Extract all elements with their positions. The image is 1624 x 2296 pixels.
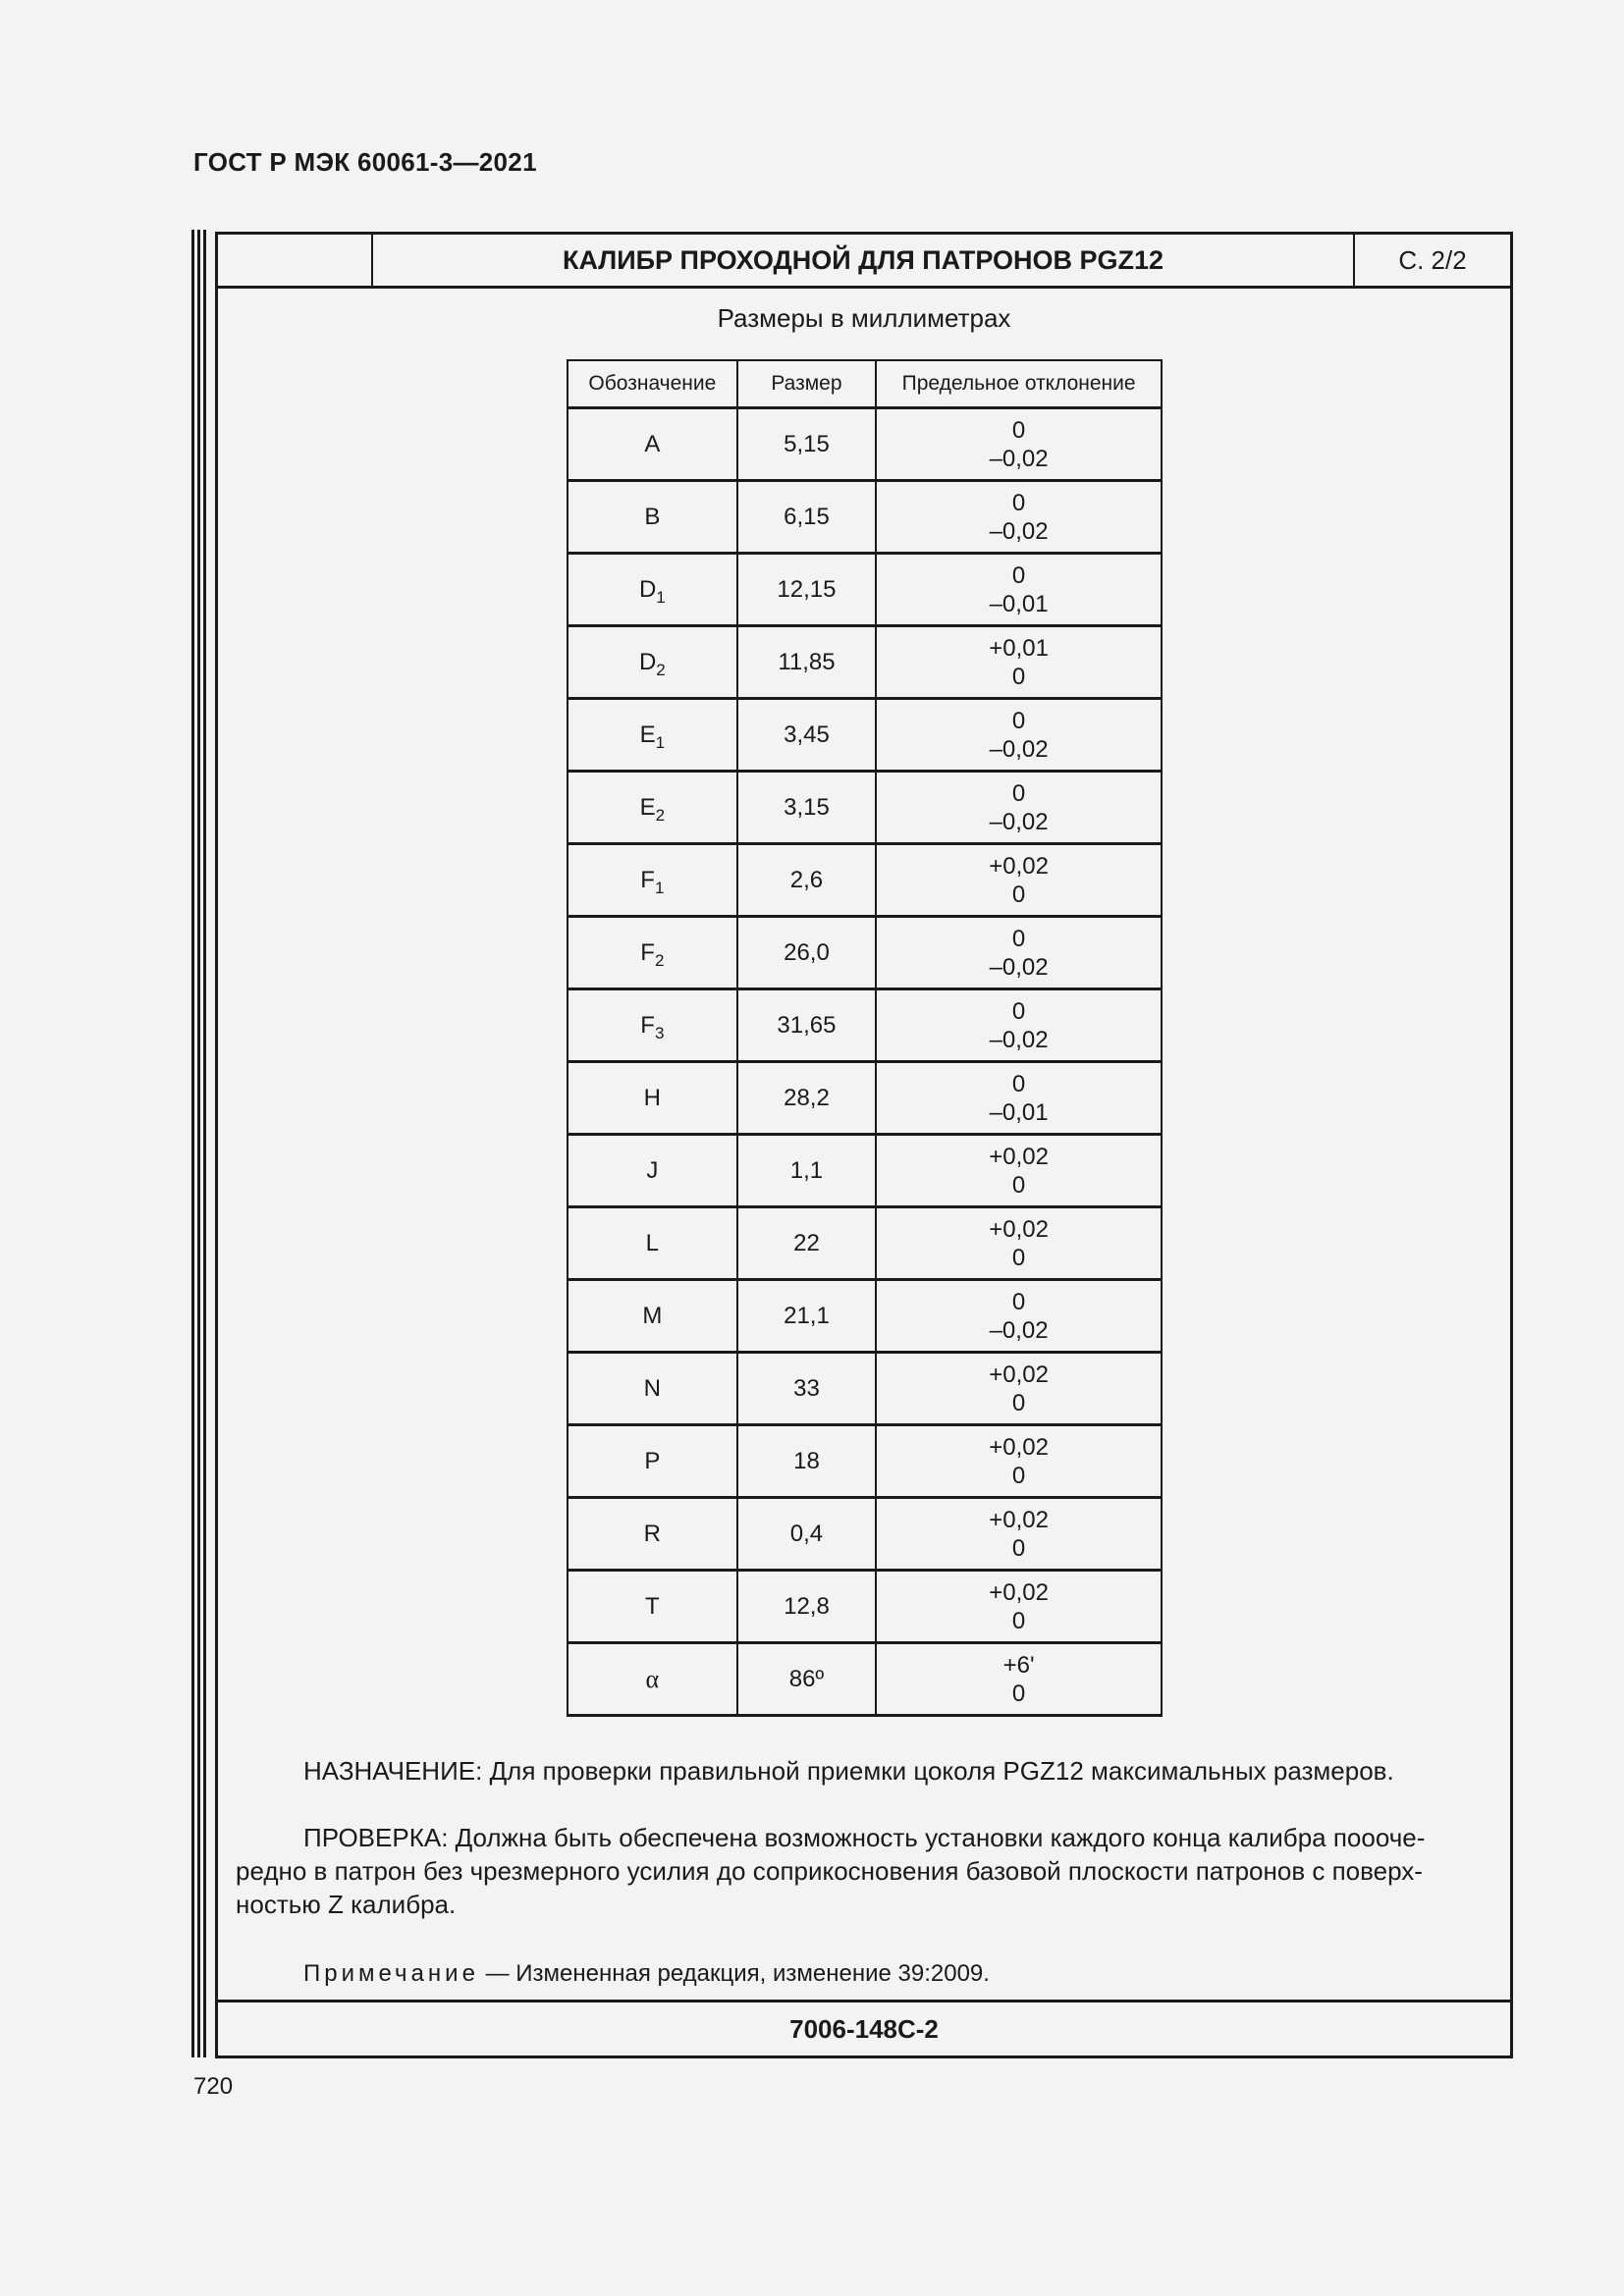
lower-deviation: 0 bbox=[1011, 1244, 1026, 1271]
title-blank-cell bbox=[218, 235, 373, 286]
size-cell: 6,15 bbox=[737, 481, 877, 554]
purpose-label: НАЗНАЧЕНИЕ: bbox=[303, 1756, 483, 1786]
tolerance-cell bbox=[876, 699, 1162, 772]
tolerance-cell bbox=[876, 1062, 1162, 1135]
lower-deviation: 0 bbox=[1011, 663, 1026, 690]
designation-symbol: α bbox=[645, 1664, 660, 1693]
designation-subscript: 1 bbox=[655, 733, 666, 752]
check-paragraph bbox=[236, 1821, 1502, 1921]
size-cell: 26,0 bbox=[737, 917, 877, 989]
designation-symbol: D bbox=[638, 649, 657, 675]
upper-deviation: 0 bbox=[1011, 561, 1026, 589]
lower-deviation: –0,02 bbox=[989, 735, 1049, 763]
designation-subscript: 1 bbox=[656, 588, 666, 607]
size-cell: 3,45 bbox=[737, 699, 877, 772]
tolerance-cell bbox=[876, 844, 1162, 917]
designation-symbol: E bbox=[639, 794, 656, 821]
note-text: — Измененная редакция, изменение 39:2009. bbox=[478, 1960, 990, 1987]
designation-cell bbox=[568, 844, 737, 917]
lower-deviation: 0 bbox=[1011, 1171, 1026, 1199]
tolerance-cell bbox=[876, 554, 1162, 626]
designation-cell bbox=[568, 1571, 737, 1643]
lower-deviation: –0,02 bbox=[989, 808, 1049, 835]
designation-symbol: H bbox=[643, 1085, 662, 1111]
lower-deviation: –0,02 bbox=[989, 517, 1049, 545]
dimensions-table bbox=[567, 359, 1163, 1717]
designation-cell bbox=[568, 554, 737, 626]
designation-symbol: M bbox=[642, 1303, 663, 1329]
margin-line-inner bbox=[203, 230, 206, 2057]
lower-deviation: 0 bbox=[1011, 1462, 1026, 1489]
designation-cell bbox=[568, 481, 737, 554]
designation-symbol: R bbox=[643, 1521, 662, 1547]
table-row bbox=[568, 1135, 1162, 1207]
tolerance-cell bbox=[876, 772, 1162, 844]
lower-deviation: 0 bbox=[1011, 1607, 1026, 1634]
designation-cell bbox=[568, 989, 737, 1062]
upper-deviation: +0,02 bbox=[989, 1578, 1049, 1606]
designation-symbol: P bbox=[644, 1448, 661, 1474]
table-row bbox=[568, 554, 1162, 626]
upper-deviation: 0 bbox=[1011, 416, 1026, 444]
upper-deviation: +0,02 bbox=[989, 1506, 1049, 1533]
lower-deviation: –0,02 bbox=[989, 1026, 1049, 1053]
upper-deviation: 0 bbox=[1011, 779, 1026, 807]
designation-cell bbox=[568, 1498, 737, 1571]
check-line: ПРОВЕРКА: Должна быть обеспечена возможность установки каждого конца калибра поооче- bbox=[303, 1823, 1426, 1852]
table-row bbox=[568, 1498, 1162, 1571]
table-row bbox=[568, 1571, 1162, 1643]
designation-symbol: N bbox=[643, 1375, 662, 1402]
size-cell: 12,15 bbox=[737, 554, 877, 626]
size-cell: 2,6 bbox=[737, 844, 877, 917]
table-row bbox=[568, 699, 1162, 772]
designation-cell bbox=[568, 1062, 737, 1135]
upper-deviation: 0 bbox=[1011, 997, 1026, 1025]
designation-symbol: F bbox=[640, 939, 655, 966]
tolerance-cell bbox=[876, 989, 1162, 1062]
purpose-text: Для проверки правильной приемки цоколя PGZ12 максимальных размеров. bbox=[489, 1756, 1394, 1786]
upper-deviation: +0,02 bbox=[989, 1143, 1049, 1170]
margin-line-outer bbox=[191, 230, 194, 2057]
designation-symbol: E bbox=[639, 721, 656, 748]
upper-deviation: +6' bbox=[1002, 1651, 1035, 1679]
table-row bbox=[568, 1353, 1162, 1425]
check-line: редно в патрон без чрезмерного усилия до соприкосновения базовой плоскости патронов с поверх- bbox=[236, 1856, 1423, 1886]
size-cell: 1,1 bbox=[737, 1135, 877, 1207]
size-cell: 22 bbox=[737, 1207, 877, 1280]
table-row bbox=[568, 408, 1162, 481]
column-header: Предельное отклонение bbox=[876, 360, 1162, 408]
sheet-title: КАЛИБР ПРОХОДНОЙ ДЛЯ ПАТРОНОВ PGZ12 bbox=[562, 245, 1164, 275]
table-row bbox=[568, 626, 1162, 699]
size-cell: 21,1 bbox=[737, 1280, 877, 1353]
table-row bbox=[568, 989, 1162, 1062]
lower-deviation: –0,02 bbox=[989, 445, 1049, 472]
upper-deviation: 0 bbox=[1011, 1288, 1026, 1315]
page-number: 720 bbox=[193, 2073, 234, 2100]
tolerance-cell bbox=[876, 1571, 1162, 1643]
drawing-number: 7006-148С-2 bbox=[218, 2000, 1510, 2056]
note bbox=[303, 1960, 990, 1988]
lower-deviation: 0 bbox=[1011, 1389, 1026, 1416]
margin-line-middle bbox=[197, 230, 200, 2057]
designation-symbol: F bbox=[640, 867, 655, 893]
designation-symbol: F bbox=[640, 1012, 655, 1039]
drawing-frame bbox=[215, 232, 1513, 2058]
tolerance-cell bbox=[876, 1135, 1162, 1207]
size-cell: 0,4 bbox=[737, 1498, 877, 1571]
title-row bbox=[218, 235, 1510, 289]
tolerance-cell bbox=[876, 1498, 1162, 1571]
size-cell: 11,85 bbox=[737, 626, 877, 699]
designation-cell bbox=[568, 408, 737, 481]
size-cell: 5,15 bbox=[737, 408, 877, 481]
tolerance-cell bbox=[876, 408, 1162, 481]
upper-deviation: +0,02 bbox=[989, 852, 1049, 880]
designation-subscript: 2 bbox=[656, 661, 666, 679]
table-header-row bbox=[568, 360, 1162, 408]
table-row bbox=[568, 1425, 1162, 1498]
tolerance-cell bbox=[876, 1353, 1162, 1425]
tolerance-cell bbox=[876, 1280, 1162, 1353]
designation-subscript: 3 bbox=[654, 1024, 665, 1042]
check-line: ностью Z калибра. bbox=[236, 1890, 457, 1919]
tolerance-cell bbox=[876, 1425, 1162, 1498]
tolerance-cell bbox=[876, 626, 1162, 699]
designation-cell bbox=[568, 1353, 737, 1425]
designation-subscript: 2 bbox=[654, 951, 665, 970]
table-row bbox=[568, 481, 1162, 554]
tolerance-cell bbox=[876, 917, 1162, 989]
table-row bbox=[568, 1280, 1162, 1353]
designation-cell bbox=[568, 917, 737, 989]
designation-symbol: L bbox=[645, 1230, 660, 1256]
table-row bbox=[568, 1643, 1162, 1716]
lower-deviation: –0,02 bbox=[989, 953, 1049, 981]
upper-deviation: 0 bbox=[1011, 925, 1026, 952]
sheet-number: С. 2/2 bbox=[1398, 245, 1467, 275]
designation-cell bbox=[568, 1280, 737, 1353]
upper-deviation: +0,02 bbox=[989, 1433, 1049, 1461]
designation-symbol: B bbox=[644, 504, 661, 530]
lower-deviation: –0,01 bbox=[989, 1098, 1049, 1126]
document-header: ГОСТ Р МЭК 60061-3—2021 bbox=[193, 147, 537, 177]
table-row bbox=[568, 917, 1162, 989]
column-header: Размер bbox=[737, 360, 877, 408]
designation-cell bbox=[568, 1643, 737, 1716]
designation-cell bbox=[568, 699, 737, 772]
designation-symbol: A bbox=[644, 431, 661, 457]
designation-cell bbox=[568, 1135, 737, 1207]
designation-cell bbox=[568, 626, 737, 699]
size-cell: 33 bbox=[737, 1353, 877, 1425]
lower-deviation: –0,02 bbox=[989, 1316, 1049, 1344]
size-cell: 28,2 bbox=[737, 1062, 877, 1135]
designation-symbol: D bbox=[638, 576, 657, 603]
column-header: Обозначение bbox=[568, 360, 737, 408]
designation-symbol: J bbox=[646, 1157, 659, 1184]
upper-deviation: 0 bbox=[1011, 489, 1026, 516]
designation-cell bbox=[568, 1207, 737, 1280]
lower-deviation: 0 bbox=[1011, 1534, 1026, 1562]
designation-cell bbox=[568, 772, 737, 844]
upper-deviation: +0,02 bbox=[989, 1215, 1049, 1243]
designation-subscript: 1 bbox=[654, 879, 665, 897]
purpose-paragraph bbox=[218, 1754, 1510, 1788]
lower-deviation: –0,01 bbox=[989, 590, 1049, 617]
size-cell: 86º bbox=[737, 1643, 877, 1716]
size-cell: 12,8 bbox=[737, 1571, 877, 1643]
lower-deviation: 0 bbox=[1011, 881, 1026, 908]
title-cell bbox=[373, 235, 1355, 286]
upper-deviation: +0,01 bbox=[989, 634, 1049, 662]
designation-cell bbox=[568, 1425, 737, 1498]
lower-deviation: 0 bbox=[1011, 1680, 1026, 1707]
upper-deviation: 0 bbox=[1011, 1070, 1026, 1097]
table-row bbox=[568, 772, 1162, 844]
tolerance-cell bbox=[876, 1643, 1162, 1716]
table-row bbox=[568, 844, 1162, 917]
table-row bbox=[568, 1207, 1162, 1280]
designation-symbol: T bbox=[645, 1593, 660, 1620]
upper-deviation: 0 bbox=[1011, 707, 1026, 734]
dimensions-caption: Размеры в миллиметрах bbox=[717, 303, 1011, 333]
size-cell: 3,15 bbox=[737, 772, 877, 844]
size-cell: 18 bbox=[737, 1425, 877, 1498]
tolerance-cell bbox=[876, 1207, 1162, 1280]
designation-subscript: 2 bbox=[655, 806, 666, 825]
tolerance-cell bbox=[876, 481, 1162, 554]
upper-deviation: +0,02 bbox=[989, 1361, 1049, 1388]
table-row bbox=[568, 1062, 1162, 1135]
size-cell: 31,65 bbox=[737, 989, 877, 1062]
note-label: Примечание bbox=[303, 1960, 479, 1987]
